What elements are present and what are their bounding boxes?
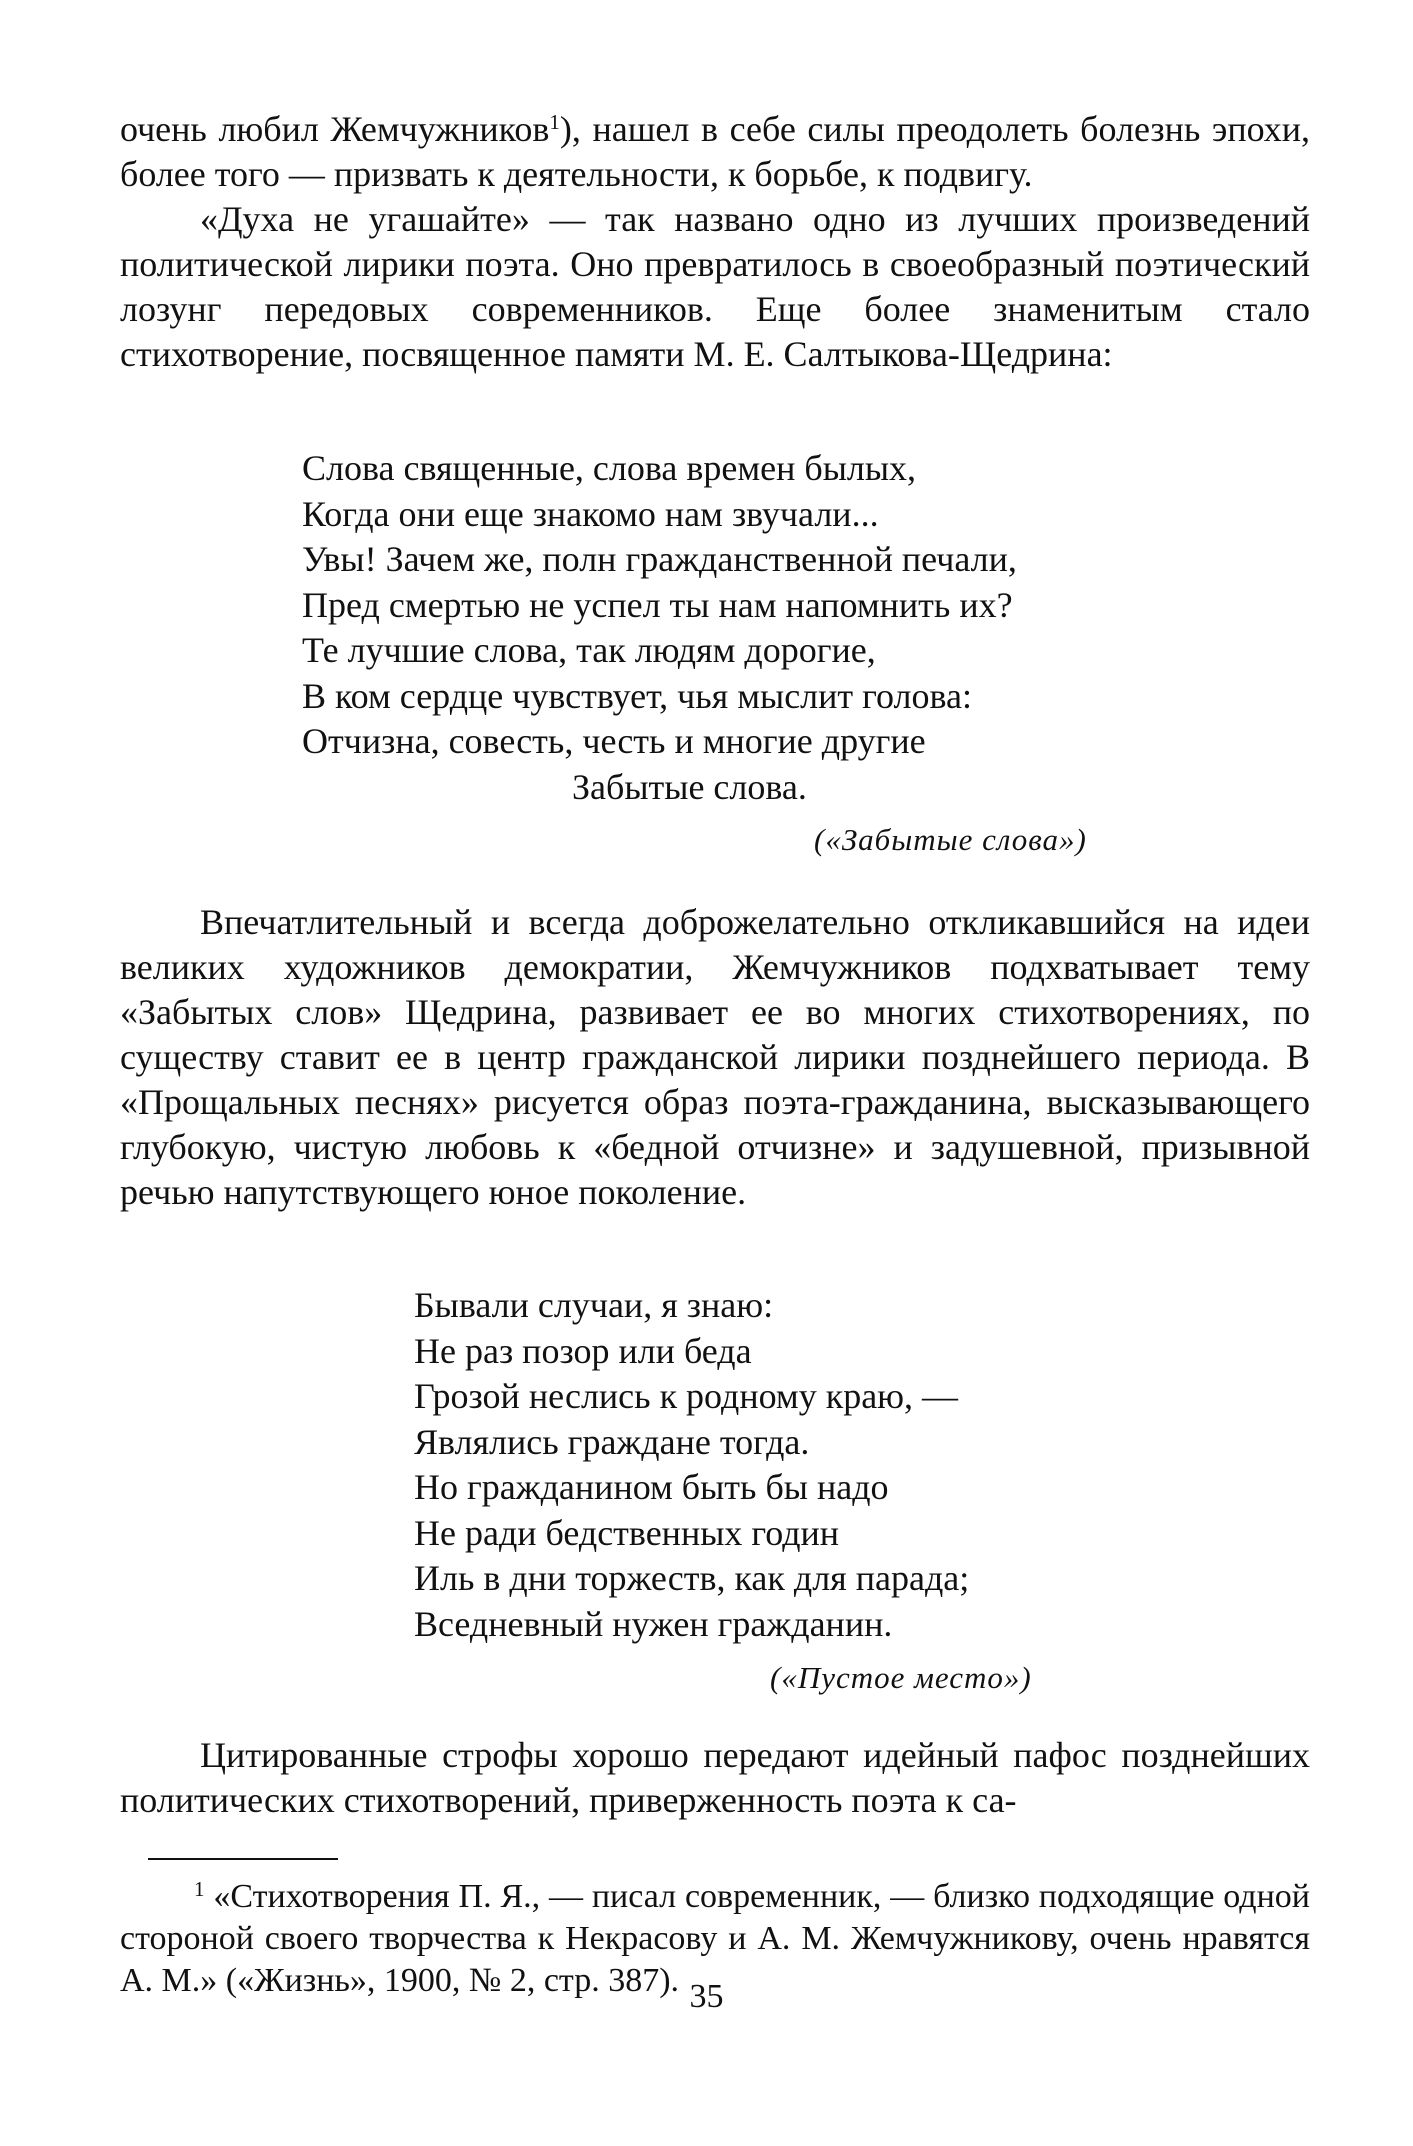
closing-paragraph: Цитированные строфы хорошо передают идейный пафос позднейших политических стихотворений, приверженность поэта к са-	[120, 1735, 1310, 1820]
middle-text	[120, 900, 1310, 1215]
middle-paragraph: Впечатлительный и всегда доброжелательно откликавшийся на идеи великих художников демократии, Жемчужников подхватывает тему «Забытых слов» Щедрина, развивает ее во многих стихотворениях, по существу ставит ее в центр гражданской лирики позднейшего периода. В «Прощальных песнях» рисуется образ поэта-гражданина, высказывающего глубокую, чистую любовь к «бедной отчизне» и задушевной, призывной речью напутствующего юное поколение.	[120, 902, 1310, 1212]
poem-line: Пред смертью не успел ты нам напомнить их?	[302, 584, 1013, 625]
poem-line: Не раз позор или беда	[414, 1330, 752, 1371]
footnote-divider	[148, 1858, 338, 1860]
poem-line: Иль в дни торжеств, как для парада;	[414, 1558, 970, 1598]
poem-line: Бывали случаи, я знаю:	[414, 1285, 774, 1325]
poem-line: Не ради бедственных годин	[414, 1512, 840, 1553]
poem-line: В ком сердце чувствует, чья мыслит голова:	[302, 675, 973, 716]
poem-line: Являлись граждане тогда.	[414, 1421, 810, 1462]
poem-line: Когда они еще знакомо нам звучали...	[302, 493, 879, 534]
poem-line: Слова священные, слова времен былых,	[302, 448, 917, 488]
poem-line: Увы! Зачем же, полн гражданственной печали,	[302, 539, 1017, 579]
poem-empty-place	[414, 1283, 969, 1647]
poem-line: Вседневный нужен гражданин.	[414, 1603, 893, 1644]
closing-text	[120, 1733, 1310, 1823]
poem-line: Те лучшие слова, так людям дорогие,	[302, 630, 876, 670]
page-number: 35	[689, 1978, 724, 2015]
poem-line: Грозой неслись к родному краю, —	[414, 1376, 959, 1416]
intro-text	[120, 100, 1310, 377]
poem-source-empty-place: («Пустое место»)	[770, 1660, 1032, 1695]
intro-text-rest: ), нашел в себе силы преодолеть болезнь эпохи, более того — призвать к деятельности, к борьбе, к подвигу.	[120, 109, 1311, 194]
footnote-mark: 1	[194, 1877, 205, 1901]
footnote-reference[interactable]: 1	[549, 110, 560, 134]
poem-line: Забытые слова.	[572, 766, 807, 807]
poem-source-forgotten-words: («Забытые слова»)	[814, 822, 1087, 857]
intro-text-start: очень любил Жемчужников	[120, 109, 550, 149]
poem-forgotten-words	[302, 446, 1017, 810]
poem-line: Отчизна, совесть, честь и многие другие	[302, 721, 926, 761]
footnote-text: «Стихотворения П. Я., — писал современник, — близко подходящие одной стороной своего творчества к Некрасову и А. М. Жемчужникову, очень нравятся А. М.» («Жизнь», 1900, № 2, стр. 387).	[120, 1878, 1310, 1999]
intro-paragraph-2: «Духа не угашайте» — так названо одно из лучших произведений политической лирики поэта. Оно превратилось в своеобразный поэтический лозунг передовых современников. Еще более знаменитым стало стихотворение, посвященное памяти М. Е. Салтыкова-Щедрина:	[120, 199, 1310, 374]
poem-line: Но гражданином быть бы надо	[414, 1467, 889, 1507]
intro-paragraph-continued	[120, 100, 1310, 197]
